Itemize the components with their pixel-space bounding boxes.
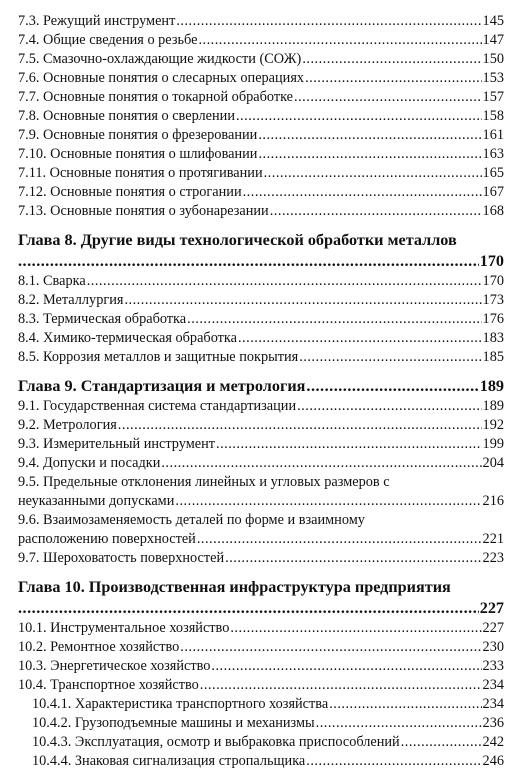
toc-entry-7-7[interactable]: 7.7. Основные понятия о токарной обработке ..... 157 [18,88,504,107]
dot-leader [258,145,481,164]
dot-leader [176,12,481,31]
toc-entry-9-4[interactable]: 9.4. Допуски и посадки ..... 204 [18,454,504,473]
dot-leader [87,272,482,291]
toc-entry-9-5-line1[interactable]: 9.5. Предельные отклонения линейных и угловых размеров с [18,474,390,490]
dot-leader [236,107,482,126]
dot-leader [216,435,482,454]
dot-leader [18,251,479,272]
toc-entry-9-7[interactable]: 9.7. Шероховатость поверхностей ..... 223 [18,549,504,568]
toc-entry-7-13[interactable]: 7.13. Основные понятия о зубонарезании ..... 168 [18,202,504,221]
chapter-10-entries [18,619,504,771]
toc-entry-10-1[interactable]: 10.1. Инструментальное хозяйство ..... 227 [18,619,504,638]
dot-leader [299,348,481,367]
toc-entry-9-5-line2[interactable]: неуказанными допусками ..... 216 [18,492,504,511]
dot-leader [243,183,482,202]
dot-leader [198,31,481,50]
dot-leader [197,530,482,549]
dot-leader [200,676,482,695]
toc-entry-7-10[interactable]: 7.10. Основные понятия о шлифовании ..... 163 [18,145,504,164]
dot-leader [18,598,479,619]
dot-leader [302,50,481,69]
toc-entry-10-4-1[interactable]: 10.4.1. Характеристика транспортного хозяйства ..... 234 [18,695,504,714]
dot-leader [124,291,481,310]
chapter-9-entries [18,397,504,568]
dot-leader [297,397,481,416]
toc-entry-10-4-3[interactable]: 10.4.3. Эксплуатация, осмотр и выбраковка приспособлений ..... 242 [18,733,504,752]
toc-entry-10-4[interactable]: 10.4. Транспортное хозяйство ..... 234 [18,676,504,695]
toc-entry-7-8[interactable]: 7.8. Основные понятия о сверлении ..... 158 [18,107,504,126]
toc-entry-10-4-2[interactable]: 10.4.2. Грузоподъемные машины и механизмы ..... 236 [18,714,504,733]
toc-entry-7-3[interactable]: 7.3. Режущий инструмент ..... 145 [18,12,504,31]
toc-entry-9-3[interactable]: 9.3. Измерительный инструмент ..... 199 [18,435,504,454]
dot-leader [329,695,481,714]
chapter-9-title[interactable]: Глава 9. Стандартизация и метрология ..... 189 [18,376,504,397]
toc-entry-9-1[interactable]: 9.1. Государственная система стандартизации ..... 189 [18,397,504,416]
dot-leader [187,310,481,329]
toc-entry-8-5[interactable]: 8.5. Коррозия металлов и защитные покрытия ..... 185 [18,348,504,367]
dot-leader [225,549,481,568]
toc-entry-8-1[interactable]: 8.1. Сварка ..... 170 [18,272,504,291]
chapter-10-page-row: ..... 227 [18,598,504,619]
toc-entry-7-6[interactable]: 7.6. Основные понятия о слесарных операциях ..... 153 [18,69,504,88]
dot-leader [316,714,482,733]
toc-entry-8-3[interactable]: 8.3. Термическая обработка ..... 176 [18,310,504,329]
toc-entry-8-4[interactable]: 8.4. Химико-термическая обработка ..... 183 [18,329,504,348]
table-of-contents [18,12,504,771]
dot-leader [305,69,481,88]
toc-entry-7-9[interactable]: 7.9. Основные понятия о фрезеровании ..... 161 [18,126,504,145]
chapter-10-title[interactable]: Глава 10. Производственная инфраструктура предприятия [18,578,451,596]
dot-leader [180,638,481,657]
chapter-8-page-row: ..... 170 [18,251,504,272]
toc-entry-7-5[interactable]: 7.5. Смазочно-охлаждающие жидкости (СОЖ) ..... 150 [18,50,504,69]
toc-entry-10-3[interactable]: 10.3. Энергетическое хозяйство ..... 233 [18,657,504,676]
toc-entry-9-6-line2[interactable]: расположению поверхностей ..... 221 [18,530,504,549]
chapter-7-entries [18,12,504,221]
dot-leader [238,329,482,348]
dot-leader [401,733,482,752]
dot-leader [270,202,482,221]
dot-leader [306,376,478,397]
toc-entry-10-2[interactable]: 10.2. Ремонтное хозяйство ..... 230 [18,638,504,657]
dot-leader [175,492,481,511]
dot-leader [306,752,481,771]
toc-entry-7-12[interactable]: 7.12. Основные понятия о строгании ..... 167 [18,183,504,202]
dot-leader [264,164,482,183]
chapter-8-title[interactable]: Глава 8. Другие виды технологической обработки металлов [18,231,457,249]
toc-entry-7-4[interactable]: 7.4. Общие сведения о резьбе ..... 147 [18,31,504,50]
toc-entry-9-2[interactable]: 9.2. Метрология ..... 192 [18,416,504,435]
toc-entry-10-4-4[interactable]: 10.4.4. Знаковая сигнализация стропальщика ..... 246 [18,752,504,771]
dot-leader [230,619,481,638]
dot-leader [161,454,481,473]
chapter-8-entries [18,272,504,367]
toc-entry-9-6-line1[interactable]: 9.6. Взаимозаменяемость деталей по форме и взаимному [18,512,365,528]
dot-leader [294,88,482,107]
dot-leader [211,657,481,676]
toc-entry-7-11[interactable]: 7.11. Основные понятия о протягивании ..... 165 [18,164,504,183]
dot-leader [118,416,482,435]
dot-leader [258,126,481,145]
toc-entry-8-2[interactable]: 8.2. Металлургия ..... 173 [18,291,504,310]
